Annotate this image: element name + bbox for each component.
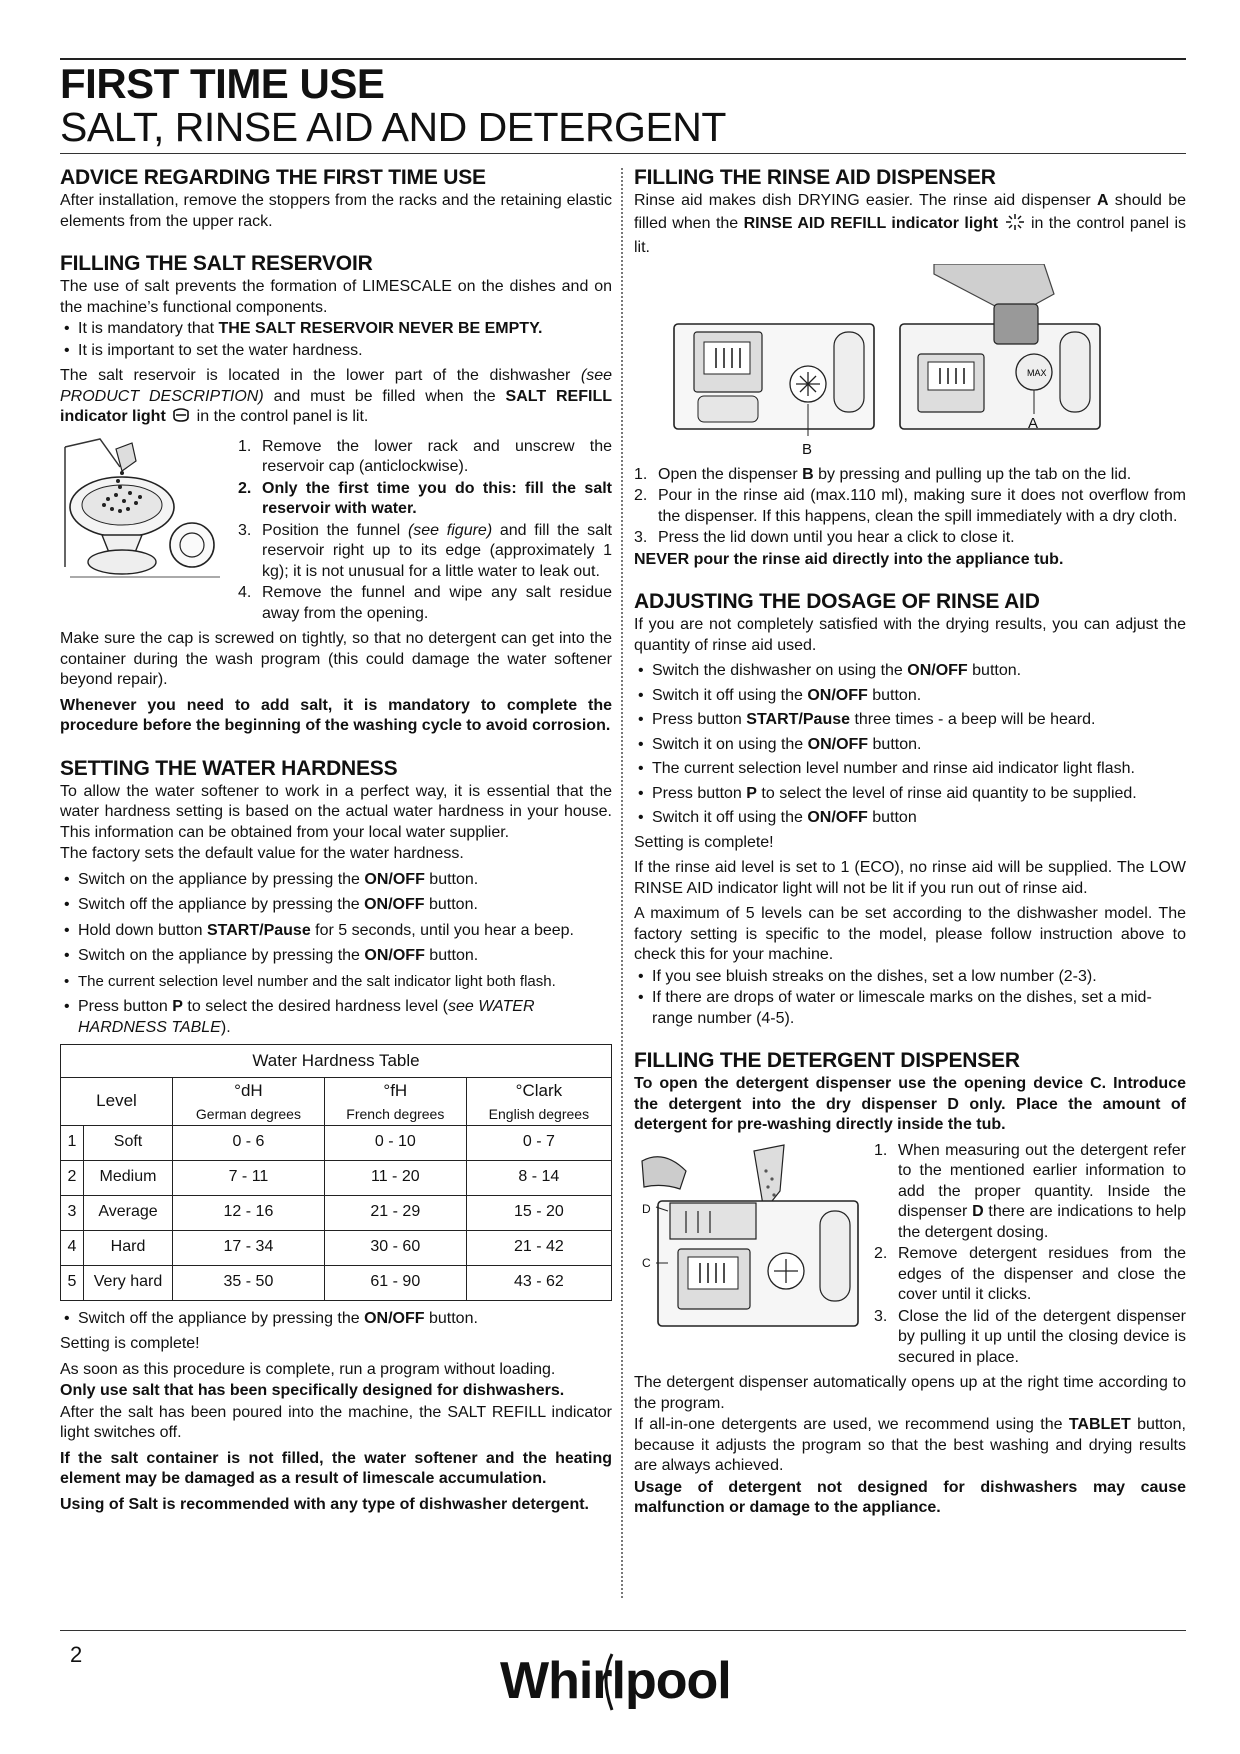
salt-bullets (60, 319, 612, 361)
list-item: • If there are drops of water or limescale marks on the dishes, set a mid-range number (4-5). (634, 988, 1186, 1029)
detergent-tablet: If all-in-one detergents are used, we recommend using the TABLET button, because it adjusts the program so that the best washing and drying results are always achieved. (634, 1416, 1186, 1474)
water-hardness-table (60, 1044, 612, 1301)
footer-rule (60, 1630, 1186, 1631)
hardness-bullets (60, 870, 612, 1039)
salt-intro: The use of salt prevents the formation of LIMESCALE on the dishes and on the machine’s functional components. (60, 278, 612, 316)
salt-funnel-illustration (60, 437, 228, 587)
list-item: • Switch off the appliance by pressing the ON/OFF button. (60, 1309, 612, 1330)
dosage-intro: If you are not completely satisfied with the drying results, you can adjust the quantity of rinse aid used. (634, 616, 1186, 654)
hardness-factory: The factory sets the default value for the water hardness. (60, 845, 464, 862)
hardness-heading: SETTING THE WATER HARDNESS (60, 756, 398, 780)
list-item: 2. Remove detergent residues from the edges of the dispenser and close the cover until it clicks. (874, 1245, 1186, 1303)
salt-figure-row (60, 437, 612, 626)
salt-heading: FILLING THE SALT RESERVOIR (60, 252, 373, 275)
list-item: • Switch on the appliance by pressing the ON/OFF button. (60, 946, 612, 967)
salt-steps (238, 437, 612, 625)
dosage-eco: If the rinse aid level is set to 1 (ECO), no rinse aid will be supplied. The LOW RINSE AID indicator light will not be lit if you run out of rinse aid. (634, 859, 1186, 897)
table-header-clark: °Clark (466, 1078, 611, 1105)
list-item: • Switch it off using the ON/OFF button (634, 808, 1186, 829)
list-item: 3. Position the funnel (see figure) and fill the salt reservoir right up to its edge (approximately 1 kg); it is not unusual for a little water to leak out. (238, 521, 612, 580)
list-item: 4. Remove the funnel and wipe any salt residue away from the opening. (238, 584, 612, 622)
list-item: • Switch it on using the ON/OFF button. (634, 735, 1186, 756)
list-item: 3. Close the lid of the detergent dispenser by pulling it up until the closing device is secured in place. (874, 1307, 1186, 1366)
table-header-dh: °dH (173, 1078, 325, 1105)
salt-warning: Whenever you need to add salt, it is mandatory to complete the procedure before the beginning of the washing cycle to avoid corrosion. (60, 696, 612, 734)
page-subtitle: SALT, RINSE AID AND DETERGENT (60, 104, 726, 150)
rinse-heading: FILLING THE RINSE AID DISPENSER (634, 166, 996, 189)
list-item: • Switch the dishwasher on using the ON/OFF button. (634, 661, 1186, 682)
hardness-recommend: Using of Salt is recommended with any type of dishwasher detergent. (60, 1495, 589, 1513)
page-number: 2 (70, 1642, 83, 1667)
page-title: FIRST TIME USE (60, 60, 385, 107)
table-subheader-dh: German degrees (173, 1104, 325, 1125)
salt-cap-note: Make sure the cap is screwed on tightly, so that no detergent can get into the container during the wash program (this could damage the water softener beyond repair). (60, 630, 612, 688)
detergent-figure-row (634, 1141, 1186, 1370)
dosage-heading: ADJUSTING THE DOSAGE OF RINSE AID (634, 590, 1040, 613)
detergent-steps (874, 1141, 1186, 1369)
table-row: 1 Soft 0 - 6 0 - 10 0 - 7 (61, 1125, 612, 1160)
table-subheader-fh: French degrees (324, 1104, 466, 1125)
hardness-run-program: As soon as this procedure is complete, run a program without loading. (60, 1360, 556, 1378)
detergent-auto-open: The detergent dispenser automatically opens up at the right time according to the program. (634, 1374, 1186, 1412)
rinse-intro: Rinse aid makes dish DRYING easier. The rinse aid dispenser A should be filled when the RINSE AID REFILL indicator light in the control panel is lit. (634, 192, 1187, 256)
detergent-intro: To open the detergent dispenser use the opening device C. Introduce the detergent into the dry dispenser D only. Place the amount of detergent for pre-washing directly inside the tub. (634, 1075, 1186, 1133)
detergent-heading: FILLING THE DETERGENT DISPENSER (634, 1049, 1020, 1072)
table-header-level: Level (61, 1078, 173, 1126)
table-row: 2 Medium 7 - 11 11 - 20 8 - 14 (61, 1160, 612, 1195)
dosage-max-levels: A maximum of 5 levels can be set according to the dishwasher model. The factory setting is specific to the model, please follow instruction above to check this for your machine. (634, 905, 1186, 963)
right-column (634, 165, 1186, 1524)
salt-refill-icon (170, 407, 192, 432)
list-item: • Switch on the appliance by pressing the ON/OFF button. (60, 870, 612, 891)
rinse-never: NEVER pour the rinse aid directly into the appliance tub. (634, 550, 1064, 568)
label-a: A (1028, 414, 1039, 432)
list-item: 2. Pour in the rinse aid (max.110 ml), making sure it does not overflow from the dispenser. If this happens, clean the spill immediately with a dry cloth. (634, 487, 1186, 525)
whirlpool-logo (500, 1648, 750, 1718)
list-item: 1. Open the dispenser B by pressing and pulling up the tab on the lid. (634, 465, 1132, 483)
table-row: 5 Very hard 35 - 50 61 - 90 43 - 62 (61, 1265, 612, 1300)
hardness-only-salt: Only use salt that has been specifically designed for dishwashers. (60, 1382, 565, 1399)
list-item: • Press button START/Pause three times - a beep will be heard. (634, 710, 1186, 731)
column-divider (621, 168, 623, 1598)
dosage-complete: Setting is complete! (634, 833, 774, 851)
list-item: 2. Only the first time you do this: fill the salt reservoir with water. (238, 479, 612, 517)
rinse-aid-icon (1004, 212, 1026, 239)
dosage-tips (634, 967, 1186, 1030)
list-item: • Hold down button START/Pause for 5 seconds, until you hear a beep. (60, 921, 612, 942)
list-item: • The current selection level number and the salt indicator light both flash. (60, 972, 612, 993)
dosage-bullets (634, 661, 1186, 829)
label-b: B (802, 440, 813, 458)
salt-location: The salt reservoir is located in the lower part of the dishwasher (see PRODUCT DESCRIPTION) and must be filled when the SALT REFILL indicator light in the control panel is lit. (60, 366, 612, 432)
list-item: • Press button P to select the level of rinse aid quantity to be supplied. (634, 784, 1186, 805)
list-item: • It is mandatory that THE SALT RESERVOIR NEVER BE EMPTY. (60, 319, 612, 340)
list-item: 1. When measuring out the detergent refer to the mentioned earlier information to add the proper quantity. Inside the dispenser D there are indications to help the detergent dosing. (874, 1141, 1186, 1241)
hardness-not-filled: If the salt container is not filled, the water softener and the heating element may be damaged as a result of limescale accumulation. (60, 1449, 612, 1487)
rinse-dispenser-illustration (634, 264, 1186, 459)
brand-wordmark: Whirlpool (500, 1652, 731, 1710)
detergent-warning: Usage of detergent not designed for dishwashers may cause malfunction or damage to the appliance. (634, 1478, 1186, 1516)
left-column (60, 165, 612, 1520)
label-d: D (642, 1201, 651, 1216)
list-item: • The current selection level number and rinse aid indicator light flash. (634, 759, 1186, 780)
hardness-after-salt: After the salt has been poured into the machine, the SALT REFILL indicator light switches off. (60, 1403, 612, 1441)
list-item: • It is important to set the water hardness. (60, 341, 612, 362)
label-c: C (642, 1255, 651, 1270)
table-caption: Water Hardness Table (61, 1045, 612, 1078)
list-item: 3. Press the lid down until you hear a click to close it. (634, 529, 1015, 546)
rinse-steps (634, 465, 1186, 549)
list-item: 1. Remove the lower rack and unscrew the reservoir cap (anticlockwise). (238, 437, 612, 475)
table-row: 4 Hard 17 - 34 30 - 60 21 - 42 (61, 1230, 612, 1265)
list-item: • If you see bluish streaks on the dishes, set a low number (2-3). (634, 967, 1186, 988)
header-rule (60, 153, 1186, 154)
hardness-after-bullet (60, 1309, 612, 1330)
detergent-dispenser-illustration (634, 1141, 864, 1341)
list-item: • Press button P to select the desired hardness level (see WATER HARDNESS TABLE). (60, 997, 612, 1038)
advice-heading: ADVICE REGARDING THE FIRST TIME USE (60, 166, 486, 189)
hardness-complete: Setting is complete! (60, 1335, 200, 1352)
list-item: • Switch it off using the ON/OFF button. (634, 686, 1186, 707)
svg-text:MAX: MAX (1027, 367, 1047, 378)
table-subheader-clark: English degrees (466, 1104, 611, 1125)
table-row: 3 Average 12 - 16 21 - 29 15 - 20 (61, 1195, 612, 1230)
rinse-figure (634, 264, 1186, 459)
advice-text: After installation, remove the stoppers from the racks and the retaining elastic elements from the upper rack. (60, 192, 612, 230)
hardness-intro: To allow the water softener to work in a perfect way, it is essential that the water hardness setting is based on the actual water hardness in your house. This information can be obtained from your local water supplier. (60, 782, 612, 841)
list-item: • Switch off the appliance by pressing the ON/OFF button. (60, 895, 612, 916)
table-header-fh: °fH (324, 1078, 466, 1105)
